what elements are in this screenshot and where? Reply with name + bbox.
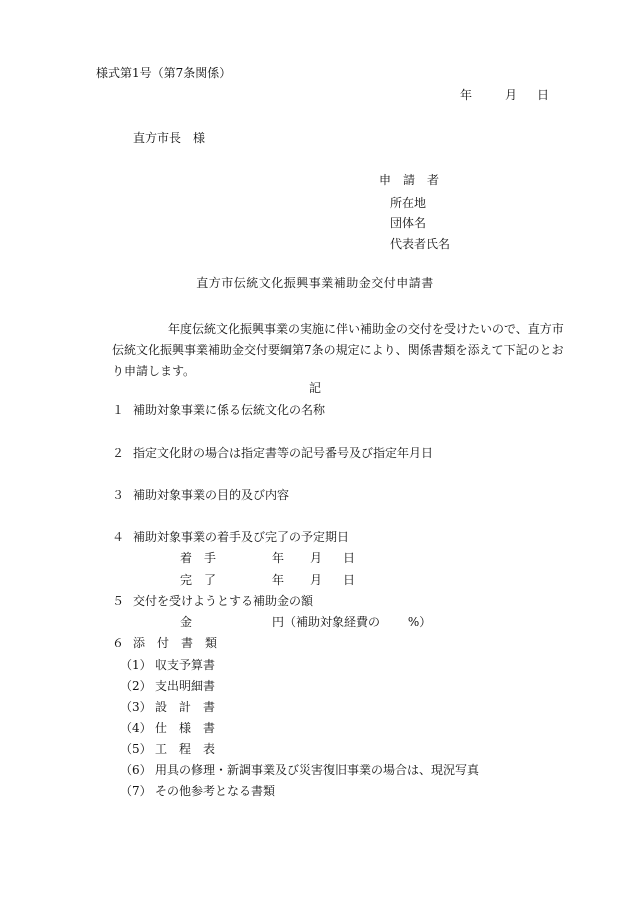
item-number: ４	[112, 530, 125, 544]
body-paragraph-text: 年度伝統文化振興事業の実施に伴い補助金の交付を受けたいので、直方市伝統文化振興事業補助金交付要綱第7条の規定により、関係書類を添えて下記のとおり申請します。	[112, 322, 564, 378]
item-number: ６	[112, 636, 125, 650]
attachment-text: 設 計 書	[155, 700, 216, 714]
schedule-start-day: 日	[343, 551, 356, 565]
applicant-rep-label: 代表者氏名	[390, 237, 451, 251]
attachment-number: （2）	[120, 679, 152, 693]
form-number: 様式第1号（第7条関係）	[96, 66, 232, 80]
applicant-heading: 申 請 者	[379, 173, 440, 187]
attachment-text: 用具の修理・新調事業及び災害復旧事業の場合は、現況写真	[155, 763, 480, 777]
date-year: 年	[460, 88, 473, 102]
ki-heading: 記	[308, 381, 321, 395]
item-text: 補助対象事業の目的及び内容	[133, 488, 290, 502]
attachment-number: （5）	[120, 742, 152, 756]
item-text: 交付を受けようとする補助金の額	[133, 594, 314, 608]
item-number: ２	[112, 446, 125, 460]
body-paragraph	[112, 319, 572, 382]
amount-kin-label: 金	[180, 615, 193, 629]
attachment-number: （3）	[120, 700, 152, 714]
item-number: １	[112, 403, 125, 417]
schedule-start-month: 月	[310, 551, 323, 565]
attachment-text: 工 程 表	[155, 742, 216, 756]
applicant-address-label: 所在地	[390, 196, 427, 210]
addressee: 直方市長 様	[133, 131, 206, 145]
schedule-start-date	[272, 551, 355, 566]
date-day: 日	[537, 88, 550, 102]
item-text: 指定文化財の場合は指定書等の記号番号及び指定年月日	[133, 446, 434, 460]
date-month: 月	[505, 88, 518, 102]
item-number: ５	[112, 594, 125, 608]
item-text: 添 付 書 類	[133, 636, 218, 650]
attachment-text: 支出明細書	[155, 679, 216, 693]
attachment-number: （6）	[120, 763, 152, 777]
attachment-number: （1）	[120, 658, 152, 672]
schedule-end-month: 月	[310, 573, 323, 587]
item-text: 補助対象事業の着手及び完了の予定期日	[133, 530, 350, 544]
amount-en-text: 円（補助対象経費の %）	[272, 615, 432, 629]
item-text: 補助対象事業に係る伝統文化の名称	[133, 403, 326, 417]
schedule-end-date	[272, 573, 355, 588]
attachment-number: （7）	[120, 784, 152, 798]
attachment-text: 収支予算書	[155, 658, 216, 672]
date-line	[460, 88, 549, 103]
document-title: 直方市伝統文化振興事業補助金交付申請書	[196, 276, 434, 290]
attachment-text: 仕 様 書	[155, 721, 216, 735]
schedule-end-year: 年	[272, 573, 285, 587]
schedule-start-label: 着 手	[180, 551, 217, 565]
attachment-text: その他参考となる書類	[155, 784, 276, 798]
attachment-number: （4）	[120, 721, 152, 735]
schedule-start-year: 年	[272, 551, 285, 565]
applicant-org-label: 団体名	[390, 216, 427, 230]
item-number: ３	[112, 488, 125, 502]
schedule-end-label: 完 了	[180, 573, 217, 587]
schedule-end-day: 日	[343, 573, 356, 587]
